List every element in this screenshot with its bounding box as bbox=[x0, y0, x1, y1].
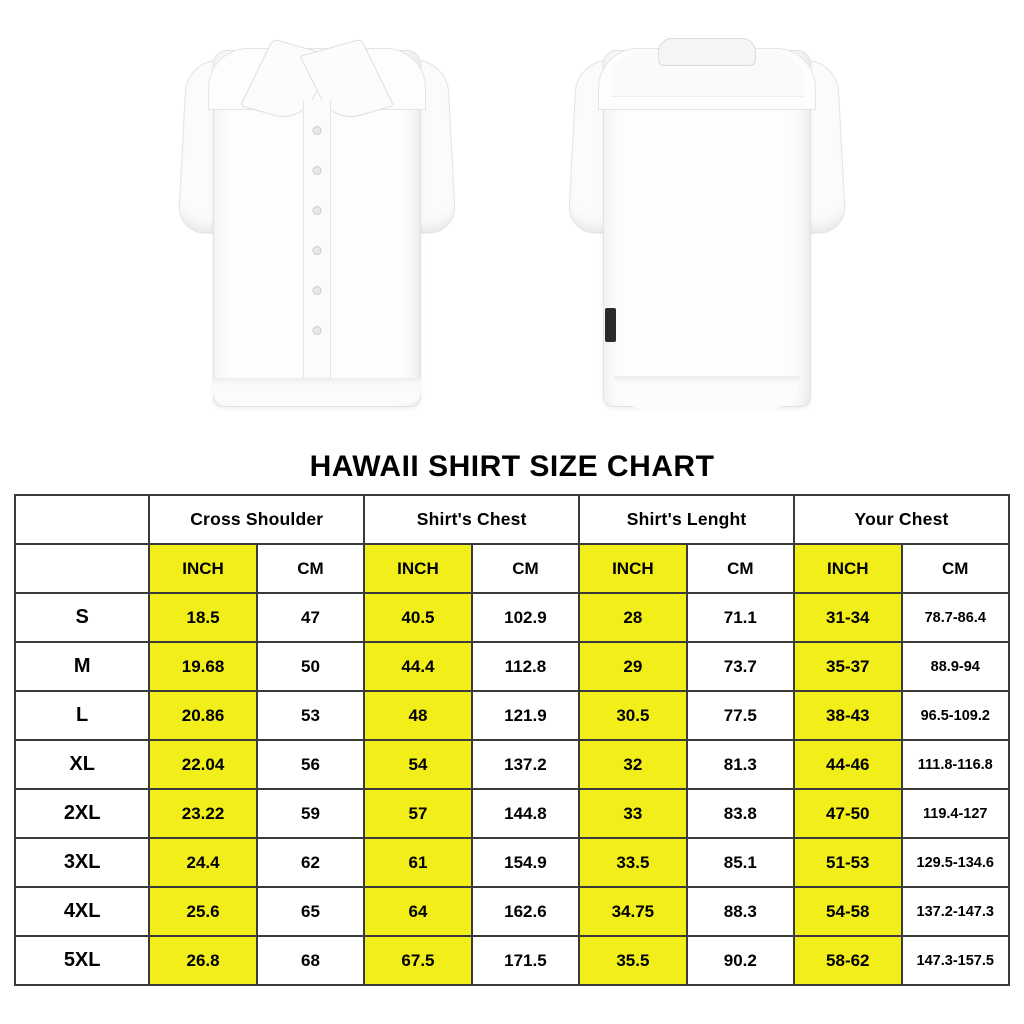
table-group-header-row bbox=[15, 495, 1009, 544]
cell-your-chest-inch: 38-43 bbox=[794, 691, 901, 740]
unit-header-cm: CM bbox=[472, 544, 579, 593]
cell-chest-cm: 171.5 bbox=[472, 936, 579, 985]
cell-chest-inch: 40.5 bbox=[364, 593, 471, 642]
cell-length-cm: 83.8 bbox=[687, 789, 794, 838]
cell-cross-shoulder-inch: 26.8 bbox=[149, 936, 256, 985]
cell-your-chest-inch: 31-34 bbox=[794, 593, 901, 642]
table-row bbox=[15, 593, 1009, 642]
cell-chest-inch: 48 bbox=[364, 691, 471, 740]
cell-your-chest-inch: 51-53 bbox=[794, 838, 901, 887]
cell-chest-inch: 54 bbox=[364, 740, 471, 789]
size-label: 5XL bbox=[15, 936, 149, 985]
cell-chest-cm: 102.9 bbox=[472, 593, 579, 642]
cell-length-cm: 90.2 bbox=[687, 936, 794, 985]
shirt-button bbox=[313, 286, 322, 295]
size-label: 2XL bbox=[15, 789, 149, 838]
size-label: 3XL bbox=[15, 838, 149, 887]
table-row bbox=[15, 740, 1009, 789]
cell-length-inch: 28 bbox=[579, 593, 686, 642]
cell-cross-shoulder-inch: 20.86 bbox=[149, 691, 256, 740]
size-label: S bbox=[15, 593, 149, 642]
table-unit-header-row bbox=[15, 544, 1009, 593]
unit-header-cm: CM bbox=[902, 544, 1010, 593]
unit-header-cm: CM bbox=[687, 544, 794, 593]
cell-length-cm: 71.1 bbox=[687, 593, 794, 642]
cell-chest-cm: 162.6 bbox=[472, 887, 579, 936]
shirt-button bbox=[313, 206, 322, 215]
back-hem bbox=[614, 376, 800, 410]
cell-cross-shoulder-inch: 19.68 bbox=[149, 642, 256, 691]
cell-your-chest-cm: 96.5-109.2 bbox=[902, 691, 1010, 740]
cell-chest-inch: 67.5 bbox=[364, 936, 471, 985]
table-row bbox=[15, 936, 1009, 985]
size-label: M bbox=[15, 642, 149, 691]
cell-chest-cm: 112.8 bbox=[472, 642, 579, 691]
cell-chest-cm: 137.2 bbox=[472, 740, 579, 789]
cell-cross-shoulder-cm: 68 bbox=[257, 936, 364, 985]
table-row bbox=[15, 887, 1009, 936]
cell-your-chest-inch: 35-37 bbox=[794, 642, 901, 691]
cell-cross-shoulder-inch: 25.6 bbox=[149, 887, 256, 936]
cell-length-cm: 88.3 bbox=[687, 887, 794, 936]
cell-length-cm: 81.3 bbox=[687, 740, 794, 789]
shirt-button bbox=[313, 326, 322, 335]
group-header-cross-shoulder: Cross Shoulder bbox=[149, 495, 364, 544]
cell-chest-cm: 154.9 bbox=[472, 838, 579, 887]
cell-length-inch: 35.5 bbox=[579, 936, 686, 985]
care-label-tag bbox=[605, 308, 616, 342]
shirt-button bbox=[313, 166, 322, 175]
size-chart-table-wrap bbox=[0, 494, 1024, 986]
table-row bbox=[15, 691, 1009, 740]
page-title: HAWAII SHIRT SIZE CHART bbox=[309, 450, 715, 483]
cell-length-inch: 34.75 bbox=[579, 887, 686, 936]
cell-chest-cm: 144.8 bbox=[472, 789, 579, 838]
shirt-button bbox=[313, 126, 322, 135]
cell-cross-shoulder-inch: 24.4 bbox=[149, 838, 256, 887]
cell-cross-shoulder-inch: 22.04 bbox=[149, 740, 256, 789]
shirt-button bbox=[313, 246, 322, 255]
cell-length-inch: 30.5 bbox=[579, 691, 686, 740]
cell-your-chest-cm: 88.9-94 bbox=[902, 642, 1010, 691]
cell-your-chest-inch: 58-62 bbox=[794, 936, 901, 985]
cell-cross-shoulder-cm: 50 bbox=[257, 642, 364, 691]
cell-your-chest-cm: 129.5-134.6 bbox=[902, 838, 1010, 887]
cell-cross-shoulder-cm: 65 bbox=[257, 887, 364, 936]
cell-cross-shoulder-inch: 18.5 bbox=[149, 593, 256, 642]
cell-length-cm: 73.7 bbox=[687, 642, 794, 691]
cell-length-inch: 33 bbox=[579, 789, 686, 838]
cell-length-inch: 29 bbox=[579, 642, 686, 691]
corner-cell bbox=[15, 495, 149, 544]
cell-chest-inch: 61 bbox=[364, 838, 471, 887]
cell-your-chest-inch: 54-58 bbox=[794, 887, 901, 936]
size-chart-table bbox=[14, 494, 1010, 986]
cell-chest-inch: 57 bbox=[364, 789, 471, 838]
cell-cross-shoulder-cm: 62 bbox=[257, 838, 364, 887]
group-header-your-chest: Your Chest bbox=[794, 495, 1009, 544]
cell-your-chest-cm: 78.7-86.4 bbox=[902, 593, 1010, 642]
unit-header-inch: INCH bbox=[579, 544, 686, 593]
cell-your-chest-inch: 47-50 bbox=[794, 789, 901, 838]
cell-cross-shoulder-cm: 59 bbox=[257, 789, 364, 838]
cell-your-chest-cm: 147.3-157.5 bbox=[902, 936, 1010, 985]
back-collar bbox=[658, 38, 756, 66]
cell-length-cm: 77.5 bbox=[687, 691, 794, 740]
corner-cell-2 bbox=[15, 544, 149, 593]
front-hem bbox=[213, 378, 421, 404]
cell-your-chest-cm: 119.4-127 bbox=[902, 789, 1010, 838]
unit-header-cm: CM bbox=[257, 544, 364, 593]
shirt-front-illustration bbox=[167, 8, 467, 428]
cell-cross-shoulder-inch: 23.22 bbox=[149, 789, 256, 838]
unit-header-inch: INCH bbox=[794, 544, 901, 593]
cell-your-chest-cm: 137.2-147.3 bbox=[902, 887, 1010, 936]
group-header-shirts-chest: Shirt's Chest bbox=[364, 495, 579, 544]
size-label: L bbox=[15, 691, 149, 740]
cell-length-cm: 85.1 bbox=[687, 838, 794, 887]
cell-length-inch: 32 bbox=[579, 740, 686, 789]
table-row bbox=[15, 642, 1009, 691]
size-label: 4XL bbox=[15, 887, 149, 936]
cell-cross-shoulder-cm: 56 bbox=[257, 740, 364, 789]
shirt-back-illustration bbox=[557, 8, 857, 428]
unit-header-inch: INCH bbox=[149, 544, 256, 593]
unit-header-inch: INCH bbox=[364, 544, 471, 593]
cell-cross-shoulder-cm: 53 bbox=[257, 691, 364, 740]
table-row bbox=[15, 789, 1009, 838]
cell-cross-shoulder-cm: 47 bbox=[257, 593, 364, 642]
cell-your-chest-cm: 111.8-116.8 bbox=[902, 740, 1010, 789]
cell-chest-inch: 64 bbox=[364, 887, 471, 936]
size-label: XL bbox=[15, 740, 149, 789]
cell-chest-inch: 44.4 bbox=[364, 642, 471, 691]
table-row bbox=[15, 838, 1009, 887]
group-header-shirts-lenght: Shirt's Lenght bbox=[579, 495, 794, 544]
cell-length-inch: 33.5 bbox=[579, 838, 686, 887]
cell-your-chest-inch: 44-46 bbox=[794, 740, 901, 789]
shirt-illustrations bbox=[0, 0, 1024, 446]
cell-chest-cm: 121.9 bbox=[472, 691, 579, 740]
